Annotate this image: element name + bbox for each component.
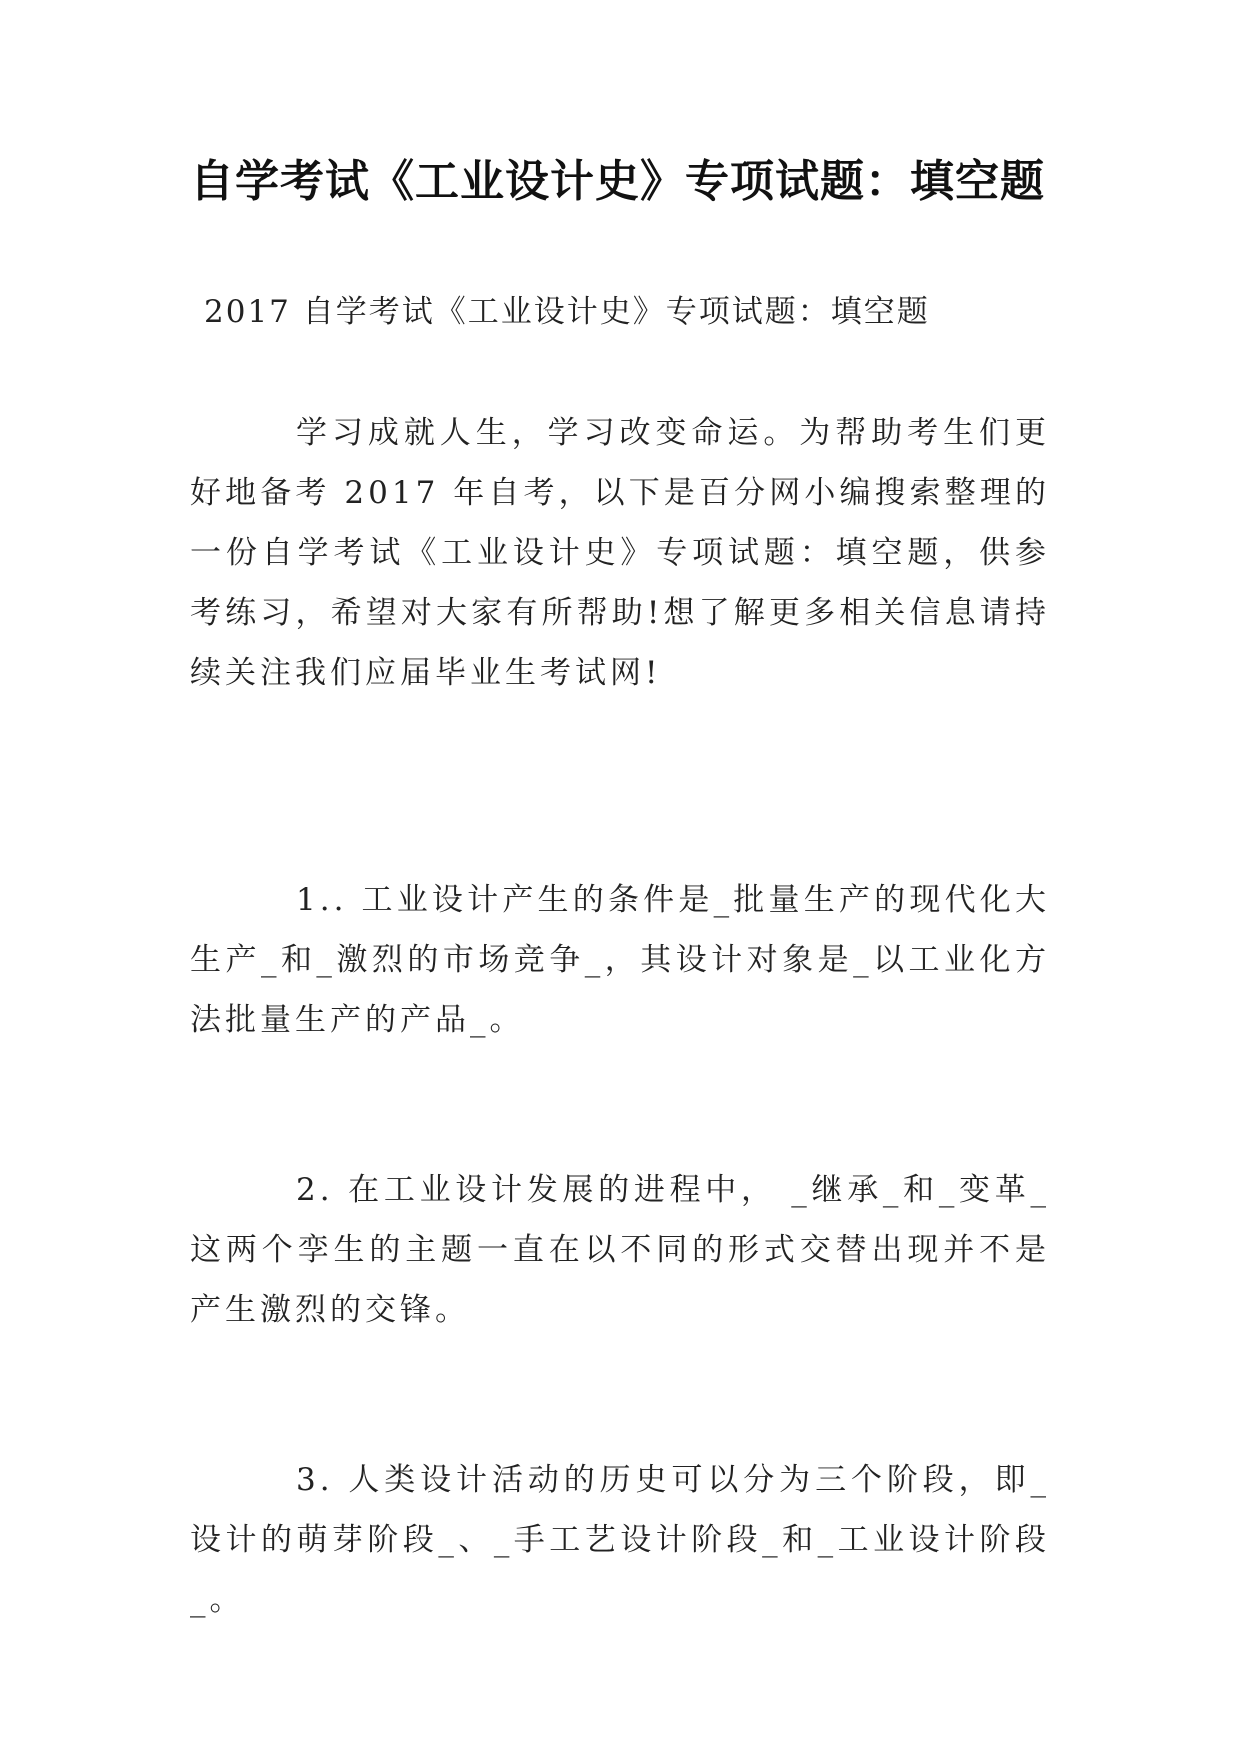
- question-paragraph-1: 1.. 工业设计产生的条件是_批量生产的现代化大生产_和_激烈的市场竞争_，其设计对象是_以工业化方法批量生产的产品_。: [190, 882, 1050, 1038]
- intro-paragraph: 学习成就人生，学习改变命运。为帮助考生们更好地备考 2017 年自考，以下是百分网小编搜索整理的一份自学考试《工业设计史》专项试题：填空题，供参考练习，希望对大家有所帮助!想了解更多相关信息请持续关注我们应届毕业生考试网!: [190, 415, 1050, 691]
- document-title: 自学考试《工业设计史》专项试题：填空题: [190, 156, 1045, 207]
- question-paragraph-3: 3. 人类设计活动的历史可以分为三个阶段，即_设计的萌芽阶段_、_手工艺设计阶段_和_工业设计阶段_。: [190, 1462, 1050, 1618]
- question-paragraph-2: 2. 在工业设计发展的进程中， _继承_和_变革_这两个孪生的主题一直在以不同的形式交替出现并不是产生激烈的交锋。: [190, 1172, 1050, 1328]
- document-subtitle: 2017 自学考试《工业设计史》专项试题：填空题: [204, 294, 930, 330]
